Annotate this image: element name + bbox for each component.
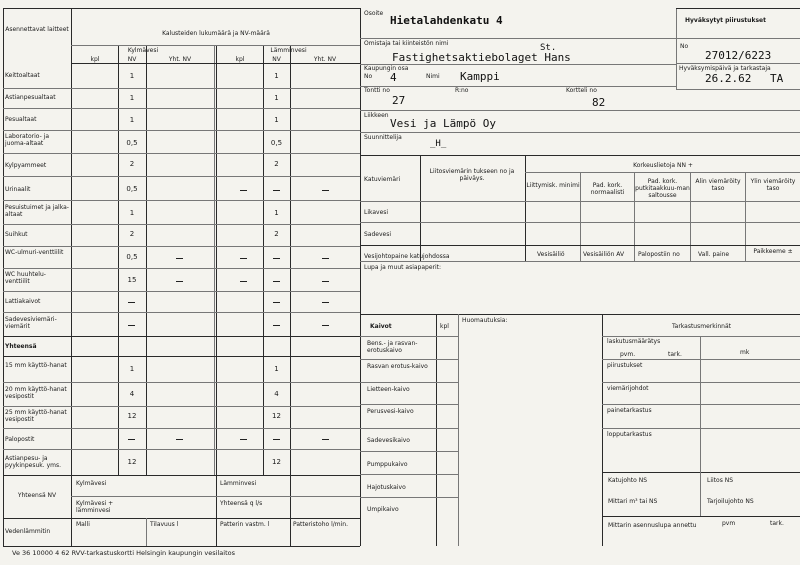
painekerroin-label: Paikkeeme ± [753,248,793,255]
tontti-label: Tontti no [364,87,390,94]
footer-text: Ve 36 10000 4 62 RVV-tarkastuskortti Helsingin kaupungin vesilaitos [12,549,235,557]
meter-tilavuus: Tilavuus l [150,521,179,528]
omistaja-label: Omistaja tai kiinteistön nimi [364,40,449,47]
tarkastusmerkinnat-label: Tarkastusmerkinnät [671,323,732,330]
row-label: Suihkut [5,231,28,238]
pvm2-label: pvm [722,520,736,527]
vesisaillo-av-label: Vesisäiliön AV [583,251,625,258]
row-label: Sadevesiviemäri-viemärit [5,316,57,330]
header-asennettavat: Asennettavat laitteet [5,26,69,33]
kaivo-row: Perusvesi-kaivo [367,408,414,415]
header-yht-nv: Yht. NV [168,56,192,63]
warm-nv: 0,5 [270,139,283,147]
row-label: Palopostit [5,436,35,443]
mittari-label: Mittari m³ tai NS [608,498,658,505]
header-kpl: kpl [90,56,100,63]
cold-nv: 1 [129,116,135,124]
kaupunginosa-nimi: Kamppi [460,70,500,83]
kaivo-row: Bens.- ja rasvan-erotuskaivo [367,340,418,354]
katuviemari-label: Katuviemäri [364,176,401,183]
row-label: Pesuistuimet ja jalka-altaat [5,204,69,218]
header-nv-2: NV [272,56,281,63]
mk-label: mk [740,349,750,356]
row-label: 20 mm käyttö-hanat vesipostit [5,386,67,400]
warm-nv: 2 [274,160,279,168]
total-nv-label: Yhteensä NV [17,492,57,499]
huomautuksia-label: Huomautuksia: [462,317,508,324]
omistaja-st: St. [540,43,557,53]
kaivo-row: Sadevesikaivo [367,437,410,444]
lupa-label: Lupa ja muut asiapaperit: [364,264,442,271]
kaivo-row: Lietteen-kaivo [367,386,410,393]
nimi-label: Nimi [426,73,440,80]
tontti-value: 27 [392,94,406,107]
warm-nv: 12 [272,412,281,420]
likavesi-label: Likavesi [364,209,389,216]
rno-label: R:no [455,87,469,94]
kaivo-row: Hajotuskaivo [367,484,406,491]
no-label: No [680,43,689,50]
viemarijohdot-label: viemärijohdot [607,385,649,392]
meter-malli: Malli [76,521,90,528]
warm-nv: 1 [274,116,279,124]
row-label: Astianpesualtaat [5,94,56,101]
tark2-label: tark. [770,520,784,527]
row-label: 15 mm käyttö-hanat [5,362,67,369]
kaupunginosa-label: Kaupungin osa [364,65,409,72]
vesijohto-label: Vesijohtopaine katujohdossa [364,253,450,260]
kaivot-label: Kaivot [370,323,392,330]
pad-kork-norm-label: Pad. kork. normaalisti [590,182,625,196]
cold-nv: 0,5 [126,139,138,147]
cold-nv: 1 [129,209,135,217]
liitosviemari-label: Liitosviemärin tukseen no ja päiväys. [429,168,515,182]
header-lamminvesi: Lämminvesi [270,47,307,54]
pad-kork-putki-label: Pad. kork. putkitaakkuu-man saltousse [635,178,690,199]
header-nv: NV [127,56,137,63]
meter-label: Vedenlämmitin [5,528,51,535]
row-label: WC-ulmuri-venttiilit [5,249,64,256]
cold-nv: 12 [127,412,137,420]
total-cold-warm-label: Kylmävesi + lämminvesi [76,500,114,514]
total-q-label: Yhteensä q l/s [220,500,263,507]
cold-nv: 2 [129,160,135,168]
row-label: Laboratorio- ja juoma-altaat [5,133,49,147]
kortteli-label: Kortteli no [566,87,597,94]
cold-nv: 1 [129,94,135,102]
vesisaillo-label: Vesisäiliö [537,251,565,258]
header-kylmavesi: Kylmävesi [127,47,159,54]
kaivo-row: Pumppukaivo [367,461,408,468]
row-label: Kylpyammeet [5,162,47,169]
cold-nv: 1 [129,365,135,373]
kaupunginosa-no: 4 [390,71,397,84]
cold-nv: 0,5 [126,185,138,193]
row-label: Astianpesu- ja pyykinpesuk. yms. [5,455,62,469]
alin-viemari-label: Alin viemäröity taso [695,178,741,192]
cold-nv: 15 [127,276,137,284]
row-label: Keittoaltaat [5,72,40,79]
korkeus-label: Korkeuslietoja NN + [633,162,693,169]
pvm-label: pvm. [620,351,636,358]
ylin-viemari-label: Ylin viemäröity taso [750,178,796,192]
suunnittelija-value: _H_ [430,139,447,149]
suunnittelija-label: Suunnittelija [364,134,402,141]
liitos-ns-label: Liitos NS [707,477,734,484]
warm-nv: 1 [274,209,279,217]
row-label: Pesualtaat [5,116,37,123]
tarjoilu-ns-label: Tarjoilujohto NS [707,498,754,505]
liittymisk-label: Liittymisk. minimi [526,182,580,189]
omistaja-value: Fastighetsaktiebolaget Hans [392,51,571,64]
kaivo-row: Umpikaivo [367,506,399,513]
tark-label: tark. [668,351,682,358]
warm-nv: 4 [274,390,279,398]
sadevesi-label: Sadevesi [364,231,392,238]
meter-patteri: Patterin vastm. l [220,521,270,528]
cold-nv: 1 [129,72,135,80]
row-label: 25 mm käyttö-hanat vesipostit [5,409,67,423]
cold-nv: 2 [129,230,135,238]
total-cold-label: Kylmävesi [76,480,107,487]
row-label: Urinaalit [5,186,31,193]
kaivot-kpl-label: kpl [440,323,449,330]
urakoitsija-value: Vesi ja Lämpö Oy [390,117,496,130]
header-yht-nv-2: Yht. NV [313,56,337,63]
cold-nv: 4 [129,390,135,398]
warm-nv: 1 [274,72,279,80]
kaivo-row: Rasvan erotus-kaivo [367,363,428,370]
warm-nv: 1 [274,365,279,373]
row-label-yhteensa: Yhteensä [5,343,37,350]
osoite-value: Hietalahdenkatu 4 [390,14,503,27]
vail-paine-label: Vall. paine [698,251,730,258]
header-kpl-2: kpl [235,56,245,63]
meter-patteristo: Patteristoho l/min. [293,521,348,528]
row-label: WC huuhtelu-venttiilit [5,271,46,285]
loppu-label: lopputarkastus [607,431,652,438]
hyvaksymispaiva-value: 26.2.62 [705,72,752,85]
warm-nv: 12 [272,458,281,466]
cold-nv: 0,5 [126,253,138,261]
total-warm-label: Lämminvesi [220,480,257,487]
laskutus-label: laskutusmäärätys [607,338,661,345]
katujohto-label: Katujohto NS [608,477,648,484]
cold-nv: 12 [127,458,137,466]
painetarkastus-label: painetarkastus [607,407,652,414]
row-label: Lattiakaivot [5,298,41,305]
hyvaksytyt-label: Hyväksytyt piirustukset [685,17,766,24]
piirustukset-label: piirustukset [607,362,643,369]
liikkeen-label: Liikkeen [364,112,389,119]
kaupunginosa-no-label: No [364,73,373,80]
warm-nv: 2 [274,230,279,238]
tarkastaja-value: TA [770,72,784,85]
no-value: 27012/6223 [705,49,772,62]
osoite-label: Osoite [364,10,384,17]
paloposti-label: Palopostiin no [638,251,680,258]
mittarin-asennus-label: Mittarin asennuslupa annettu [608,522,697,529]
header-kalusteiden: Kalusteiden lukumäärä ja NV-määrä [162,30,270,37]
warm-nv: 1 [274,94,279,102]
hyvaksymispaiva-label: Hyväksymispäivä ja tarkastaja [679,65,771,72]
kortteli-value: 82 [592,96,606,109]
